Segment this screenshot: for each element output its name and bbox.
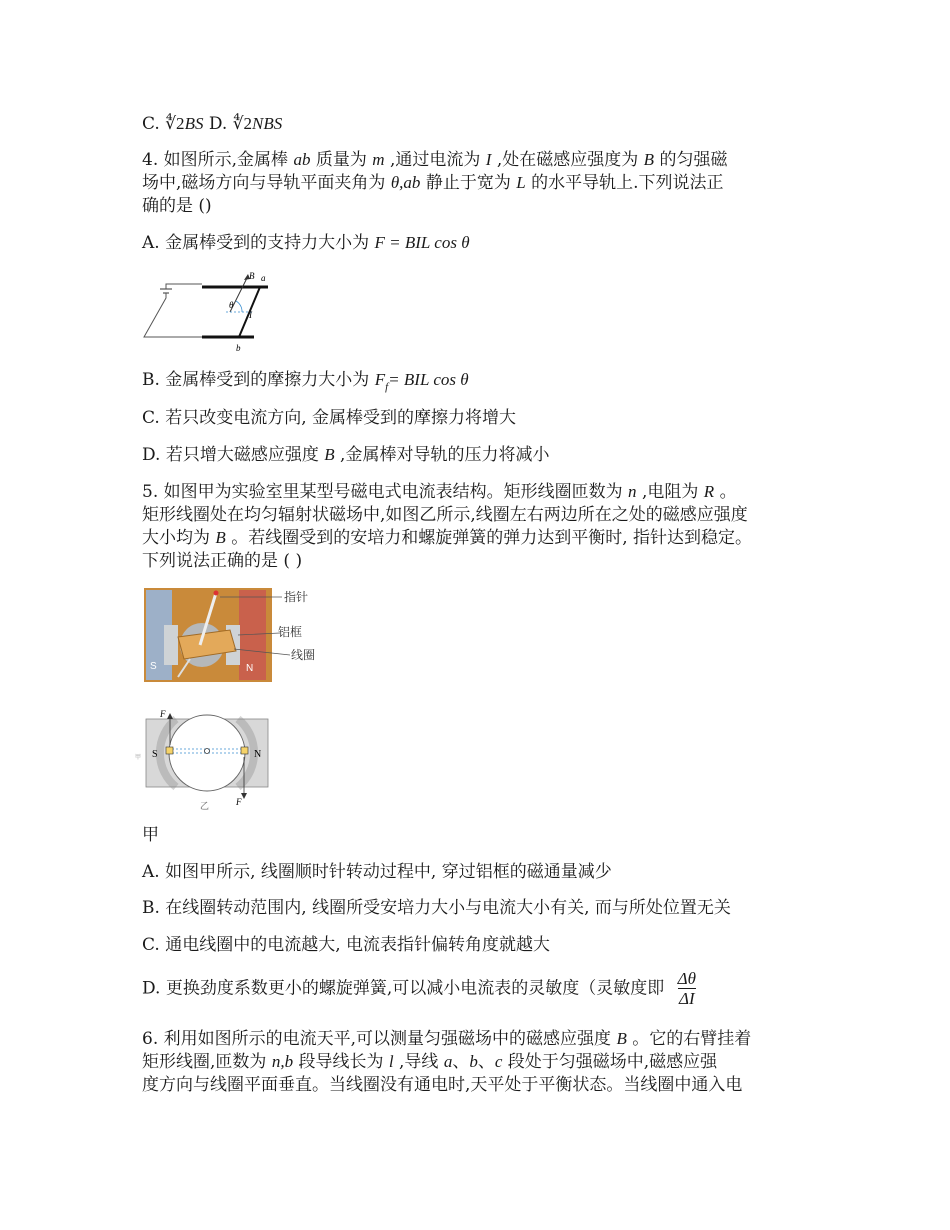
separator: 、 [452, 1052, 470, 1072]
q5-stem-line-3 [142, 527, 752, 549]
q5-stem-line-4 [142, 550, 302, 572]
label-n: N [254, 749, 262, 760]
stem-text: 质量为 [315, 150, 367, 170]
question-number: 4. [142, 150, 159, 170]
wire-bottom [144, 293, 202, 337]
fraction-denominator: ΔI [678, 989, 695, 1008]
option-formula: = BIL cos θ [388, 370, 469, 389]
q5-stem-line-2 [142, 504, 748, 526]
sensitivity-fraction [678, 969, 696, 1008]
q5-option-d [142, 969, 696, 1008]
stem-text: 。 [719, 482, 737, 502]
stem-text: ,通过电流为 [389, 150, 481, 170]
answer-paren: () [198, 196, 212, 216]
stem-text: ,电阻为 [641, 482, 699, 502]
stem-text: 度方向与线圈平面垂直。当线圈没有通电时,天平处于平衡状态。当线圈中通入电 [142, 1075, 743, 1095]
option-text: A. 金属棒受到的支持力大小为 [142, 233, 370, 253]
option-d-label: D. [208, 114, 228, 134]
caption-text: 甲 [142, 825, 159, 845]
label-current: I [249, 310, 252, 320]
math-var: θ,ab [390, 173, 421, 192]
stem-text: 段处于匀强磁场中,磁感应强 [507, 1052, 718, 1072]
option-c-expr: BS [184, 114, 204, 133]
math-var: I [485, 150, 492, 169]
label-s: S [152, 749, 158, 760]
math-var: c [494, 1052, 503, 1071]
stem-text: ,处在磁感应强度为 [496, 150, 639, 170]
pointer-tip [214, 591, 219, 596]
wire-left [166, 747, 173, 754]
option-text: B. 在线圈转动范围内, 线圈所受安培力大小与电流大小有关, 而与所处位置无关 [142, 898, 731, 918]
separator: 、 [477, 1052, 495, 1072]
q4-option-c [142, 407, 516, 429]
stem-text: 段导线长为 [298, 1052, 384, 1072]
q5-option-b [142, 897, 731, 919]
q5-figure-caption [142, 824, 159, 846]
math-var: F [374, 370, 386, 389]
q6-stem-line-1 [142, 1028, 751, 1050]
math-var: n,b [271, 1052, 294, 1071]
label-theta: θ [229, 300, 234, 310]
option-text: A. 如图甲所示, 线圈顺时针转动过程中, 穿过铝框的磁通量减少 [142, 862, 612, 882]
label-n-pole: N [246, 663, 254, 674]
stem-text: 大小均为 [142, 528, 210, 548]
stem-text: 确的是 [142, 196, 193, 216]
stem-text: 静止于宽为 [425, 173, 511, 193]
math-var: B [215, 528, 226, 547]
option-formula: F = BIL cos θ [374, 233, 470, 252]
stem-text: ,导线 [399, 1052, 439, 1072]
option-c-root: ∜2 [165, 114, 185, 133]
stem-text: 利用如图所示的电流天平,可以测量匀强磁场中的磁感应强度 [163, 1029, 612, 1049]
q3-options-cd [142, 113, 282, 135]
math-var: L [516, 173, 526, 192]
option-text: ,金属棒对导轨的压力将减小 [340, 445, 550, 465]
option-text: D. 更换劲度系数更小的螺旋弹簧,可以减小电流表的灵敏度（灵敏度即 [142, 978, 665, 999]
stem-text: 下列说法正确的是 ( ) [142, 551, 303, 571]
label-figure-yi: 乙 [200, 802, 210, 812]
stem-text: 矩形线圈处在均匀辐射状磁场中,如图乙所示,线圈左右两边所在之处的磁感应强度 [142, 505, 748, 525]
q4-rail-figure [142, 270, 272, 355]
stem-text: 的水平导轨上.下列说法正 [531, 173, 724, 193]
q5-meter-photo [142, 585, 317, 685]
wire-top [166, 284, 202, 289]
q4-option-b [142, 369, 469, 393]
q5-stem-line-1 [142, 481, 737, 503]
math-var: b [469, 1052, 478, 1071]
wire-right [241, 747, 248, 754]
label-force-bottom: F [236, 797, 242, 807]
stem-text: 场中,磁场方向与导轨平面夹角为 [142, 173, 386, 193]
math-var: a [443, 1052, 453, 1071]
label-a: a [261, 273, 266, 283]
question-number: 6. [142, 1029, 159, 1049]
option-text: C. 通电线圈中的电流越大, 电流表指针偏转角度就越大 [142, 935, 551, 955]
question-number: 5. [142, 482, 159, 502]
stem-text: 如图甲为实验室里某型号磁电式电流表结构。矩形线圈匝数为 [163, 482, 623, 502]
math-var: ab [293, 150, 311, 169]
q6-stem-line-3 [142, 1074, 742, 1096]
stem-text: 的匀强磁 [659, 150, 728, 170]
math-var: B [643, 150, 655, 169]
q4-stem-line-2 [142, 172, 724, 194]
stem-text: 。若线圈受到的安培力和螺旋弹簧的弹力达到平衡时, 指针达到稳定。 [231, 528, 753, 548]
label-s-pole: S [150, 661, 157, 672]
option-text: D. 若只增大磁感应强度 [142, 445, 319, 465]
q6-stem-line-2 [142, 1051, 717, 1073]
pole-piece-left [164, 625, 178, 665]
theta-arc [236, 301, 242, 312]
q4-option-d [142, 444, 549, 466]
label-b-field: B [249, 271, 255, 281]
q5-option-a [142, 861, 612, 883]
option-text: B. 金属棒受到的摩擦力大小为 [142, 370, 370, 390]
math-var: B [324, 445, 335, 464]
label-pointer: 指针 [284, 590, 309, 604]
q5-radial-field-diagram [132, 705, 282, 815]
label-side-mark: 甲 [135, 754, 142, 761]
math-subscript: f [385, 381, 389, 393]
q5-option-c [142, 934, 550, 956]
q4-stem-line-1 [142, 149, 727, 171]
math-var: m [372, 150, 385, 169]
label-b-end: b [236, 343, 241, 353]
option-c-label: C. [142, 114, 160, 134]
q4-option-a [142, 232, 470, 254]
option-text: C. 若只改变电流方向, 金属棒受到的摩擦力将增大 [142, 408, 517, 428]
stem-text: 矩形线圈,匝数为 [142, 1052, 267, 1072]
stem-text: 。它的右臂挂着 [632, 1029, 752, 1049]
label-coil: 线圈 [291, 648, 316, 662]
force-arrow-down-head [241, 793, 247, 799]
math-var: B [616, 1029, 627, 1048]
option-d-expr: NBS [252, 114, 283, 133]
fraction-numerator: Δθ [677, 969, 696, 988]
force-arrow-up-head [167, 713, 173, 719]
label-force-top: F [160, 709, 166, 719]
math-var: l [388, 1052, 394, 1071]
math-var: R [703, 482, 715, 501]
math-var: n [628, 482, 637, 501]
q4-stem-line-3 [142, 195, 212, 217]
label-frame: 铝框 [278, 625, 303, 639]
stem-text: 如图所示,金属棒 [163, 150, 289, 170]
option-d-root: ∜2 [232, 114, 253, 133]
